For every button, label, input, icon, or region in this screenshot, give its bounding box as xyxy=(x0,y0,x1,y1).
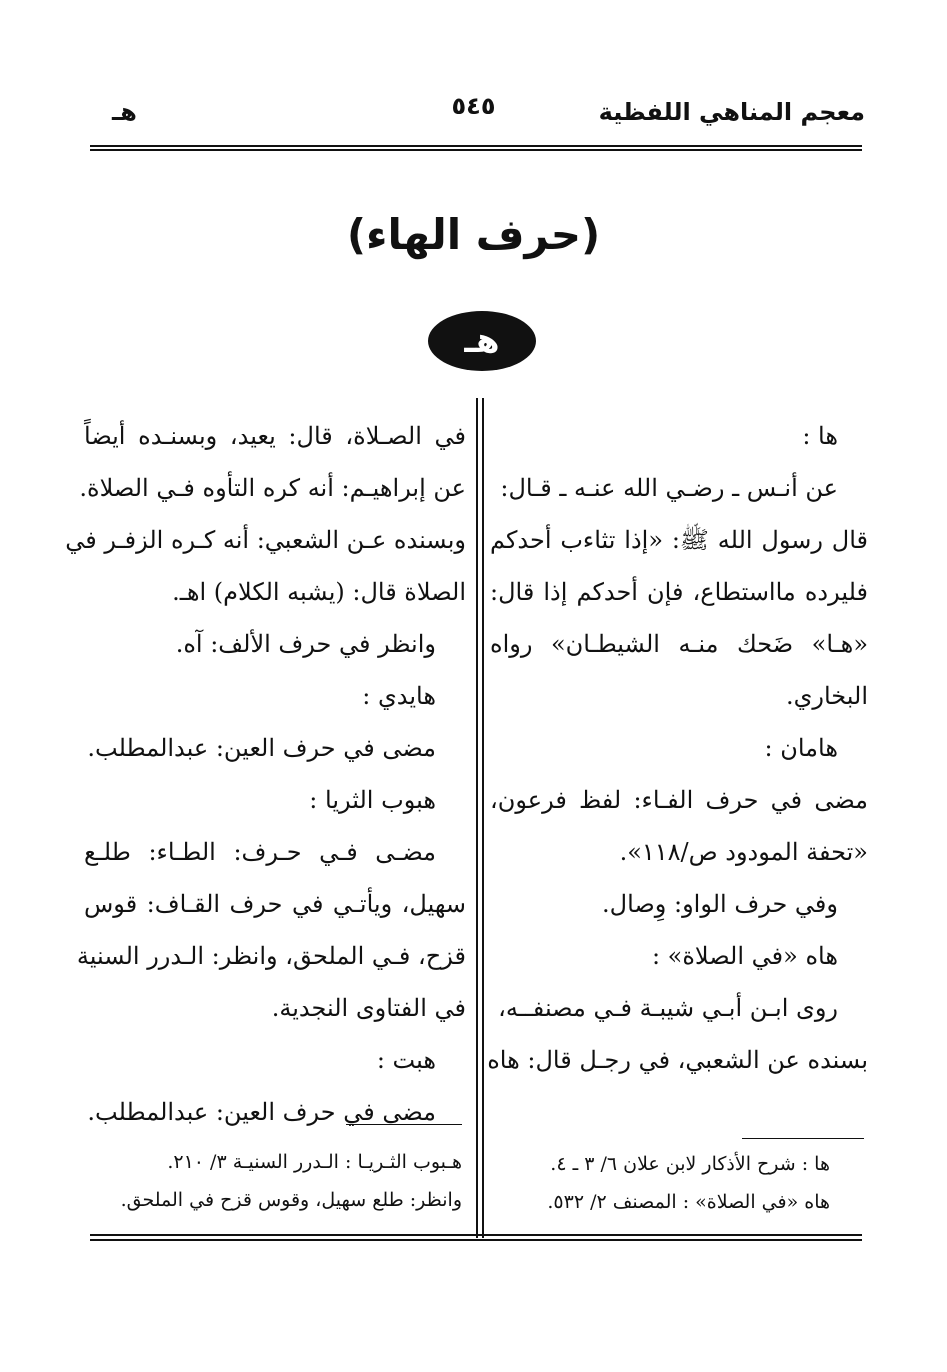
left-column xyxy=(65,410,466,1138)
text-line: وانظر في حرف الألف: آه. xyxy=(175,630,436,658)
text-line: الصلاة قال: (يشبه الكلام) اهـ. xyxy=(172,578,466,606)
entry-heading: هاه «في الصلاة» : xyxy=(651,942,838,970)
footnote-rule-left xyxy=(346,1124,462,1125)
text-line: «هـا» ضَحك منـه الشيطـان» رواه xyxy=(490,630,868,658)
footnote: ها : شرح الأذكار لابن علان ٦/ ٣ ـ ٤. xyxy=(550,1153,830,1175)
text-line: البخاري. xyxy=(785,682,868,710)
footnote: هاه «في الصلاة» : المصنف ٢/ ٥٣٢. xyxy=(547,1191,830,1213)
header-letter: هـ xyxy=(112,98,137,126)
entry-heading: هبوب الثريا : xyxy=(309,786,436,814)
text-line: فليرده مااستطاع، فإن أحدكم إذا قال: xyxy=(490,578,868,606)
column-divider-inner xyxy=(482,398,484,1238)
letter-badge: هـ xyxy=(428,311,536,371)
header-rule xyxy=(90,145,862,147)
text-line: مضى في حرف العين: عبدالمطلب. xyxy=(87,734,436,762)
entry-heading: هايدي : xyxy=(362,682,436,710)
text-line: وبسنده عـن الشعبي: أنه كـره الزفـر في xyxy=(65,526,466,554)
text-line: روى ابـن أبـي شيبـة فـي مصنفــه، xyxy=(498,994,838,1022)
footnote: هـبوب الثـريـا : الـدرر السنيـة ٣/ ٢١٠. xyxy=(167,1151,462,1173)
column-divider xyxy=(476,398,478,1238)
page-number: ٥٤٥ xyxy=(451,92,496,120)
header-rule-inner xyxy=(90,149,862,151)
right-column xyxy=(487,410,868,1086)
text-line: قال رسول الله ﷺ: «إذا تثاءب أحدكم xyxy=(490,526,868,554)
section-title: (حرف الهاء) xyxy=(346,210,601,259)
entry-heading: ها : xyxy=(802,422,838,450)
text-line: «تحفة المودود ص/١١٨». xyxy=(619,838,868,866)
footer-rule xyxy=(90,1234,862,1236)
entry-heading: هامان : xyxy=(764,734,838,762)
footnote: وانظر: طلع سهيل، وقوس قزح في الملحق. xyxy=(120,1189,462,1211)
text-line: مضى في حرف العين: عبدالمطلب. xyxy=(87,1098,436,1126)
footnotes-left xyxy=(96,1143,462,1219)
text-line: مضـى فـي حـرف: الطـاء: طلـع xyxy=(84,838,436,866)
text-line: في الصـلاة، قال: يعيد، وبسنـده أيضاً xyxy=(84,422,466,450)
text-line: في الفتاوى النجدية. xyxy=(271,994,466,1022)
text-line: عن أنـس ـ رضـي الله عنـه ـ قـال: xyxy=(500,474,838,502)
text-line: سهيل، ويأتـي في حرف القـاف: قوس xyxy=(84,890,466,918)
footnote-rule-right xyxy=(742,1138,864,1139)
text-line: وفي حرف الواو: وِصال. xyxy=(602,890,838,918)
text-line: عن إبراهيـم: أنه كره التأوه فـي الصلاة. xyxy=(79,474,466,502)
entry-heading: هبت : xyxy=(376,1046,436,1074)
book-title: معجم المناهي اللفظية xyxy=(598,98,865,126)
text-line: مضى في حرف الفـاء: لفظ فرعون، xyxy=(490,786,868,814)
footnotes-right xyxy=(490,1145,830,1221)
footer-rule-inner xyxy=(90,1239,862,1241)
text-line: قزح، فـي الملحق، وانظر: الـدرر السنية xyxy=(76,942,466,970)
text-line: بسنده عن الشعبي، في رجـل قال: هاه xyxy=(487,1046,868,1074)
